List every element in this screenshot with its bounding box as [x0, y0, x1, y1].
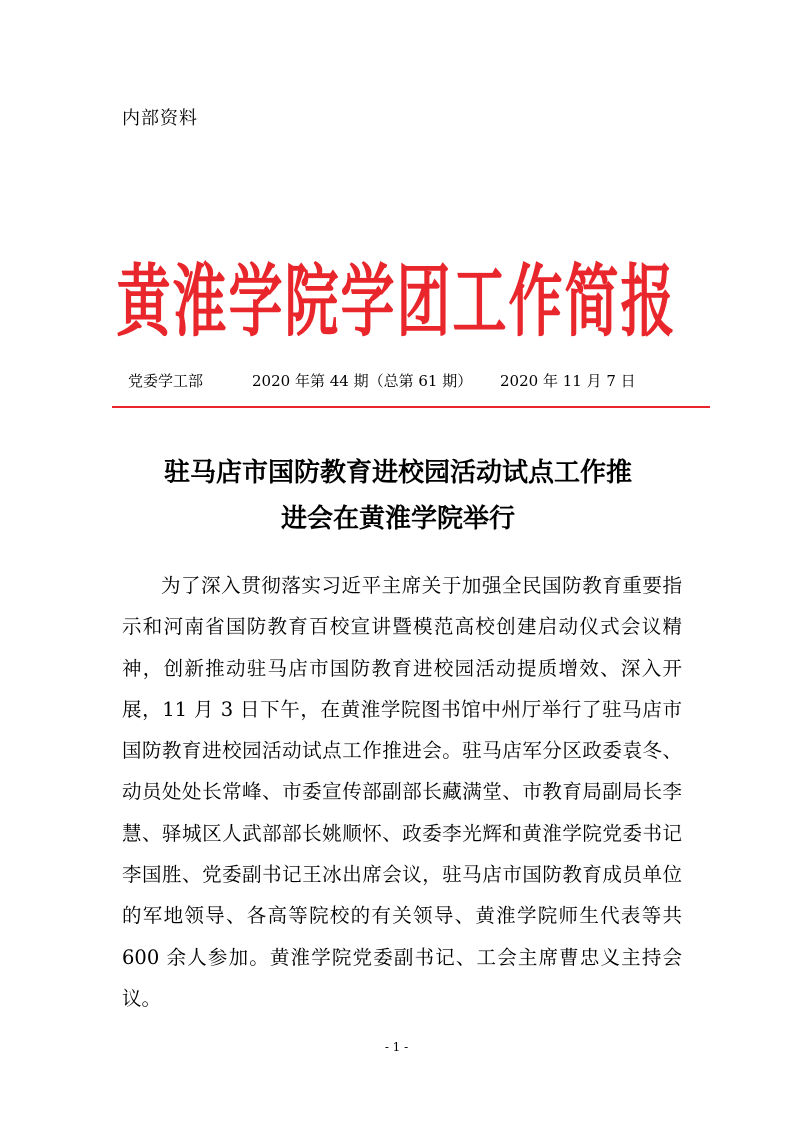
article-title-line-1: 驻马店市国防教育进校园活动试点工作推: [163, 458, 632, 488]
issue-info-line: [128, 370, 668, 391]
classification-label: 内部资料: [122, 108, 198, 129]
masthead-title: 黄淮学院学团工作简报: [116, 254, 677, 348]
red-divider: [112, 406, 710, 408]
department-name: 党委学工部: [128, 372, 204, 390]
article-title-line-2: 进会在黄淮学院举行: [280, 504, 515, 534]
issue-number: 2020 年第 44 期（总第 61 期）: [252, 372, 473, 390]
issue-date: 2020 年 11 月 7 日: [500, 372, 636, 390]
article-title: [100, 450, 696, 542]
page-number: - 1 -: [384, 1040, 409, 1054]
article-body: 为了深入贯彻落实习近平主席关于加强全民国防教育重要指示和河南省国防教育百校宣讲暨模范高校创建启动仪式会议精神，创新推动驻马店市国防教育进校园活动提质增效、深入开展，11 月 3 日下午，在黄淮学院图书馆中州厅举行了驻马店市国防教育进校园活动试点工作推进会。驻马店军分区政委袁冬、动员处处长常峰、市委宣传部副部长藏满堂、市教育局副局长李慧、驿城区人武部部长姚顺怀、政委李光辉和黄淮学院党委书记李国胜、党委副书记王冰出席会议，驻马店市国防教育成员单位的军地领导、各高等院校的有关领导、黄淮学院师生代表等共 600 余人参加。黄淮学院党委副书记、工会主席曹忠义主持会议。: [122, 574, 682, 1010]
